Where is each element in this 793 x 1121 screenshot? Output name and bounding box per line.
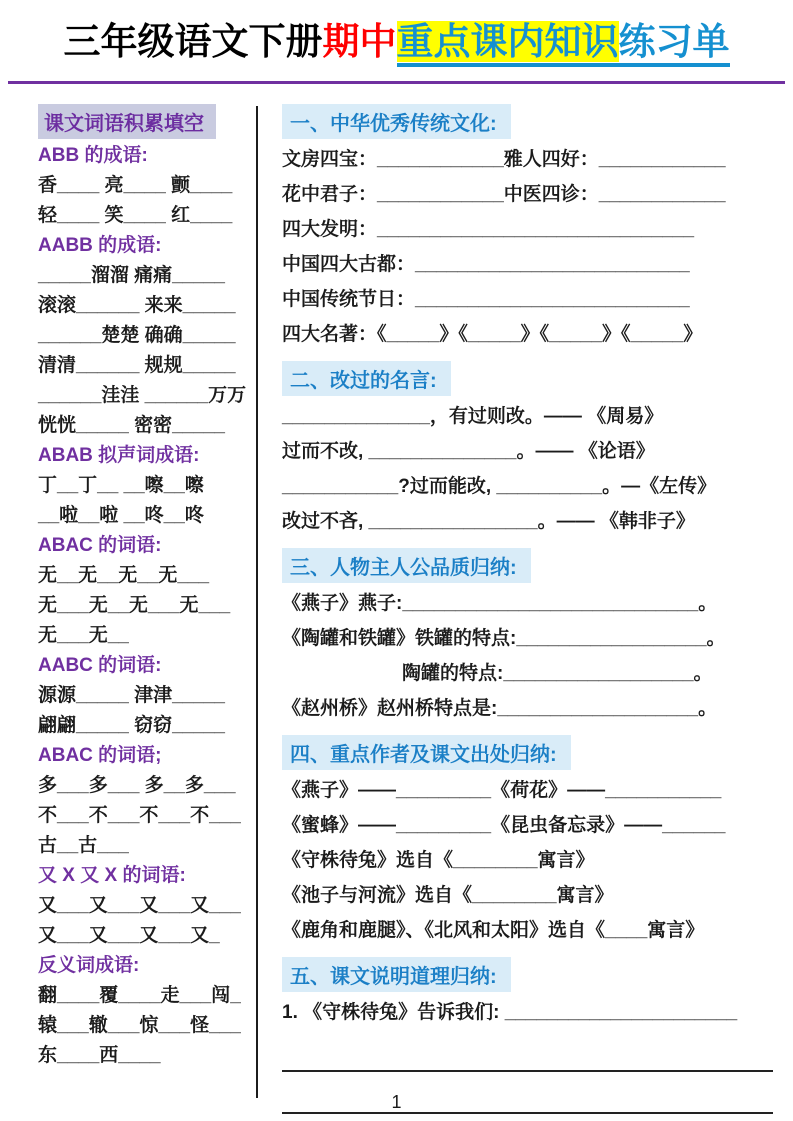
worksheet-section bbox=[282, 948, 775, 1114]
title-underline-group bbox=[397, 21, 730, 67]
page-title bbox=[0, 0, 793, 68]
section-header: 一、中华优秀传统文化: bbox=[282, 104, 511, 139]
section-line: 四大名著：《_____》《_____》《_____》《_____》 bbox=[282, 324, 703, 345]
section-line: 《陶罐和铁罐》铁罐的特点:__________________。 bbox=[282, 628, 726, 649]
left-exercise-line: 东____西____ bbox=[38, 1045, 161, 1066]
worksheet-section bbox=[282, 539, 775, 726]
section-line: 过而不改, ______________。—— 《论语》 bbox=[282, 441, 655, 462]
left-exercise-line: 辕___辙___惊___怪___ bbox=[38, 1015, 241, 1036]
left-subheading: ABB 的成语: bbox=[38, 145, 148, 166]
section-line: 《燕子》——_________《荷花》——___________ bbox=[282, 780, 722, 801]
left-subheading: AABC 的词语: bbox=[38, 655, 162, 676]
section-line: 《燕子》燕子:____________________________。 bbox=[282, 593, 718, 614]
section-header: 三、人物主人公品质归纳: bbox=[282, 548, 531, 583]
left-exercise-line: 恍恍_____ 密密_____ bbox=[38, 415, 225, 436]
title-segment-grade: 三年级语文下册 bbox=[63, 21, 323, 62]
left-subheading: AABB 的成语: bbox=[38, 235, 162, 256]
left-column-lines bbox=[38, 141, 256, 1071]
section-line: 《赵州桥》赵州桥特点是:___________________。 bbox=[282, 698, 718, 719]
section-line: 花中君子：____________中医四诊：____________ bbox=[282, 184, 726, 205]
left-exercise-line: 翻____覆____走___闯_ bbox=[38, 985, 241, 1006]
left-exercise-line: 又___又___又___又___ bbox=[38, 895, 241, 916]
title-segment-highlighted: 重点课内知识 bbox=[396, 21, 619, 62]
section-header: 五、课文说明道理归纳: bbox=[282, 957, 511, 992]
section-line: ______________，有过则改。—— 《周易》 bbox=[282, 406, 664, 427]
page-number: 1 bbox=[391, 1092, 402, 1112]
right-column-sections bbox=[282, 104, 775, 1114]
section-line: 《池子与河流》选自《________寓言》 bbox=[282, 885, 614, 906]
left-exercise-line: 古__古___ bbox=[38, 835, 129, 856]
title-segment-midterm: 期中 bbox=[322, 21, 397, 62]
left-subheading: 又 X 又 X 的词语: bbox=[38, 865, 186, 886]
left-column-header: 课文词语积累填空 bbox=[38, 104, 216, 139]
left-subheading: ABAB 拟声词成语: bbox=[38, 445, 200, 466]
worksheet-section bbox=[282, 726, 775, 948]
left-exercise-line: 清清______ 规规_____ bbox=[38, 355, 236, 376]
section-line: 《鹿角和鹿腿》、《北风和太阳》选自《____寓言》 bbox=[282, 920, 705, 941]
left-exercise-line: _____溜溜 痛痛_____ bbox=[38, 265, 225, 286]
left-exercise-line: 丁__丁__ __嚓__嚓 bbox=[38, 475, 204, 496]
section-line: 《蜜蜂》——_________《昆虫备忘录》——______ bbox=[282, 815, 726, 836]
left-exercise-line: 无___无__ bbox=[38, 625, 129, 646]
section-line: 四大发明：______________________________ bbox=[282, 219, 695, 240]
title-segment-sheet: 练习单 bbox=[618, 21, 730, 62]
left-exercise-line: 不___不___不___不___ bbox=[38, 805, 241, 826]
right-column bbox=[258, 104, 793, 1114]
left-exercise-line: 又___又___又___又_ bbox=[38, 925, 220, 946]
section-line: 文房四宝：____________雅人四好：____________ bbox=[282, 149, 726, 170]
worksheet-section bbox=[282, 352, 775, 539]
left-exercise-line: 香____ 亮____ 颤____ bbox=[38, 175, 233, 196]
title-divider-rule bbox=[8, 81, 785, 84]
section-line: 中国四大古都：__________________________ bbox=[282, 254, 690, 275]
section-line: 中国传统节日：__________________________ bbox=[282, 289, 690, 310]
left-subheading: ABAC 的词语: bbox=[38, 535, 162, 556]
content-area bbox=[0, 104, 793, 1114]
left-column bbox=[0, 104, 256, 1114]
left-subheading: 反义词成语: bbox=[38, 955, 140, 976]
section-line: 改过不吝, ________________。—— 《韩非子》 bbox=[282, 511, 695, 532]
left-exercise-line: 无__无__无__无___ bbox=[38, 565, 210, 586]
left-exercise-line: 翩翩_____ 窃窃_____ bbox=[38, 715, 225, 736]
section-line: 《守株待兔》选自《________寓言》 bbox=[282, 850, 595, 871]
worksheet-section bbox=[282, 104, 775, 352]
left-exercise-line: ______楚楚 确确_____ bbox=[38, 325, 236, 346]
section-line: 1. 《守株待兔》告诉我们: ______________________ bbox=[282, 1002, 738, 1023]
section-line: ___________?过而能改, __________。—《左传》 bbox=[282, 476, 717, 497]
left-exercise-line: 无___无__无___无___ bbox=[38, 595, 231, 616]
section-header: 二、改过的名言: bbox=[282, 361, 451, 396]
left-exercise-line: __啦__啦 __咚__咚 bbox=[38, 505, 204, 526]
left-subheading: ABAC 的词语; bbox=[38, 745, 162, 766]
left-exercise-line: 轻____ 笑____ 红____ bbox=[38, 205, 233, 226]
section-header: 四、重点作者及课文出处归纳: bbox=[282, 735, 571, 770]
answer-line bbox=[282, 1030, 773, 1072]
left-exercise-line: 滚滚______ 来来_____ bbox=[38, 295, 236, 316]
left-exercise-line: ______洼洼 ______万万 bbox=[38, 385, 247, 406]
section-line: 陶罐的特点:__________________。 bbox=[402, 663, 713, 684]
left-exercise-line: 多___多___ 多__多___ bbox=[38, 775, 236, 796]
left-exercise-line: 源源_____ 津津_____ bbox=[38, 685, 225, 706]
